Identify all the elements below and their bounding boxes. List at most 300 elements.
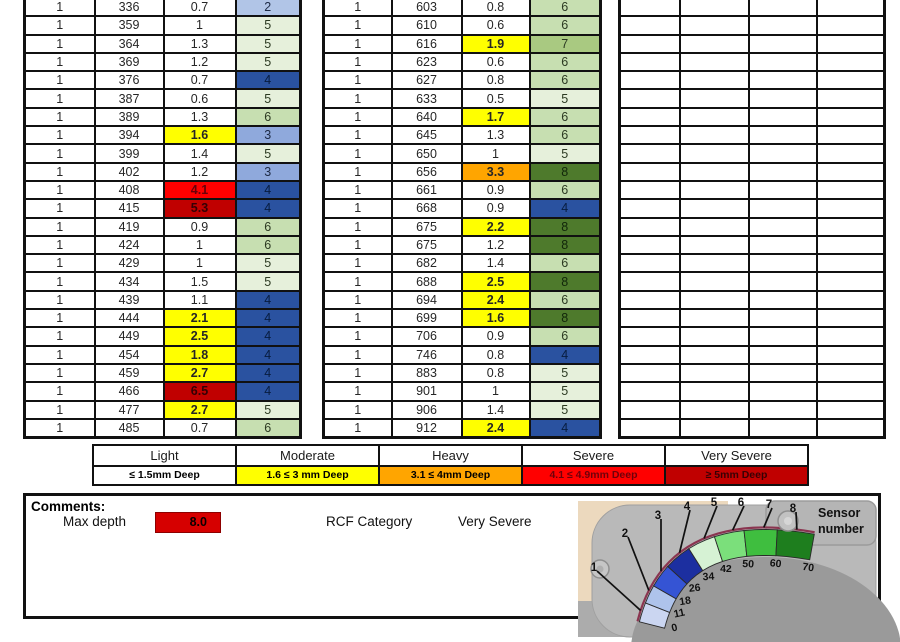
depth-cell[interactable]: 1.6 [462, 309, 530, 327]
pass-cell[interactable]: 1 [324, 382, 392, 400]
pass-cell[interactable]: 1 [25, 236, 95, 254]
depth-cell[interactable]: 0.8 [462, 71, 530, 89]
station-cell[interactable]: 419 [95, 218, 164, 236]
pass-cell[interactable]: 1 [25, 309, 95, 327]
depth-cell[interactable]: 0.7 [164, 0, 236, 16]
depth-cell[interactable]: 0.7 [164, 71, 236, 89]
station-cell[interactable] [680, 108, 749, 126]
depth-cell[interactable]: 1 [462, 144, 530, 162]
sensor-cell[interactable]: 6 [530, 291, 601, 309]
depth-cell[interactable]: 1 [164, 16, 236, 34]
sensor-cell[interactable]: 6 [236, 236, 301, 254]
sensor-cell[interactable] [817, 309, 885, 327]
sensor-cell[interactable]: 6 [530, 53, 601, 71]
station-cell[interactable]: 364 [95, 35, 164, 53]
pass-cell[interactable] [620, 144, 680, 162]
depth-cell[interactable]: 0.6 [462, 16, 530, 34]
station-cell[interactable]: 610 [392, 16, 462, 34]
pass-cell[interactable]: 1 [25, 272, 95, 290]
depth-cell[interactable]: 1.2 [164, 53, 236, 71]
depth-cell[interactable]: 1.6 [164, 126, 236, 144]
depth-cell[interactable]: 1 [164, 254, 236, 272]
pass-cell[interactable] [620, 0, 680, 16]
sensor-cell[interactable] [817, 53, 885, 71]
depth-cell[interactable]: 1.5 [164, 272, 236, 290]
station-cell[interactable]: 627 [392, 71, 462, 89]
station-cell[interactable]: 901 [392, 382, 462, 400]
station-cell[interactable] [680, 35, 749, 53]
station-cell[interactable]: 656 [392, 163, 462, 181]
pass-cell[interactable] [620, 309, 680, 327]
depth-cell[interactable]: 4.1 [164, 181, 236, 199]
station-cell[interactable]: 706 [392, 327, 462, 345]
depth-cell[interactable] [749, 144, 817, 162]
station-cell[interactable]: 454 [95, 346, 164, 364]
sensor-cell[interactable]: 5 [236, 272, 301, 290]
pass-cell[interactable]: 1 [324, 53, 392, 71]
sensor-cell[interactable]: 4 [530, 346, 601, 364]
station-cell[interactable] [680, 71, 749, 89]
station-cell[interactable]: 444 [95, 309, 164, 327]
station-cell[interactable]: 485 [95, 419, 164, 438]
pass-cell[interactable]: 1 [324, 144, 392, 162]
pass-cell[interactable] [620, 16, 680, 34]
depth-cell[interactable] [749, 218, 817, 236]
station-cell[interactable]: 603 [392, 0, 462, 16]
sensor-cell[interactable]: 4 [236, 309, 301, 327]
pass-cell[interactable]: 1 [25, 108, 95, 126]
station-cell[interactable]: 336 [95, 0, 164, 16]
sensor-cell[interactable]: 4 [236, 291, 301, 309]
legend-range-cell[interactable]: ≥ 5mm Deep [666, 467, 807, 484]
station-cell[interactable] [680, 401, 749, 419]
station-cell[interactable] [680, 218, 749, 236]
station-cell[interactable]: 883 [392, 364, 462, 382]
station-cell[interactable]: 402 [95, 163, 164, 181]
depth-cell[interactable]: 0.8 [462, 364, 530, 382]
sensor-cell[interactable] [817, 236, 885, 254]
sensor-cell[interactable] [817, 126, 885, 144]
pass-cell[interactable]: 1 [25, 327, 95, 345]
pass-cell[interactable]: 1 [25, 419, 95, 438]
depth-cell[interactable] [749, 108, 817, 126]
station-cell[interactable] [680, 236, 749, 254]
depth-cell[interactable] [749, 346, 817, 364]
sensor-cell[interactable]: 4 [236, 181, 301, 199]
pass-cell[interactable]: 1 [324, 0, 392, 16]
sensor-cell[interactable]: 6 [236, 419, 301, 438]
station-cell[interactable] [680, 327, 749, 345]
depth-cell[interactable]: 2.7 [164, 401, 236, 419]
station-cell[interactable]: 389 [95, 108, 164, 126]
depth-cell[interactable] [749, 181, 817, 199]
depth-cell[interactable]: 2.1 [164, 309, 236, 327]
sensor-cell[interactable]: 6 [530, 126, 601, 144]
pass-cell[interactable] [620, 419, 680, 438]
station-cell[interactable] [680, 144, 749, 162]
pass-cell[interactable] [620, 53, 680, 71]
station-cell[interactable]: 633 [392, 89, 462, 107]
pass-cell[interactable]: 1 [324, 254, 392, 272]
legend-category-label[interactable]: Light [94, 446, 235, 467]
station-cell[interactable] [680, 272, 749, 290]
depth-cell[interactable]: 0.6 [462, 53, 530, 71]
sensor-cell[interactable]: 8 [530, 163, 601, 181]
pass-cell[interactable]: 1 [25, 16, 95, 34]
sensor-cell[interactable]: 5 [236, 53, 301, 71]
pass-cell[interactable] [620, 401, 680, 419]
sensor-cell[interactable]: 4 [236, 364, 301, 382]
sensor-cell[interactable]: 5 [236, 16, 301, 34]
pass-cell[interactable]: 1 [25, 346, 95, 364]
sensor-cell[interactable]: 5 [236, 144, 301, 162]
sensor-cell[interactable] [817, 218, 885, 236]
legend-range-cell[interactable]: 1.6 ≤ 3 mm Deep [237, 467, 378, 484]
sensor-cell[interactable] [817, 346, 885, 364]
pass-cell[interactable]: 1 [324, 401, 392, 419]
sensor-cell[interactable] [817, 199, 885, 217]
depth-cell[interactable] [749, 199, 817, 217]
sensor-cell[interactable]: 5 [236, 254, 301, 272]
pass-cell[interactable]: 1 [324, 126, 392, 144]
sensor-cell[interactable]: 5 [530, 401, 601, 419]
depth-cell[interactable]: 2.2 [462, 218, 530, 236]
sensor-cell[interactable]: 6 [236, 108, 301, 126]
station-cell[interactable]: 434 [95, 272, 164, 290]
depth-cell[interactable] [749, 309, 817, 327]
station-cell[interactable]: 675 [392, 236, 462, 254]
sensor-cell[interactable]: 5 [236, 35, 301, 53]
depth-cell[interactable]: 0.5 [462, 89, 530, 107]
legend-range-cell[interactable]: 4.1 ≤ 4.9mm Deep [523, 467, 664, 484]
station-cell[interactable] [680, 0, 749, 16]
station-cell[interactable] [680, 16, 749, 34]
sensor-cell[interactable]: 5 [530, 89, 601, 107]
station-cell[interactable]: 394 [95, 126, 164, 144]
station-cell[interactable]: 661 [392, 181, 462, 199]
depth-cell[interactable]: 0.9 [462, 327, 530, 345]
pass-cell[interactable] [620, 181, 680, 199]
pass-cell[interactable]: 1 [324, 181, 392, 199]
depth-cell[interactable]: 1.2 [164, 163, 236, 181]
sensor-cell[interactable]: 6 [530, 0, 601, 16]
sensor-cell[interactable]: 6 [530, 71, 601, 89]
station-cell[interactable] [680, 181, 749, 199]
station-cell[interactable] [680, 382, 749, 400]
pass-cell[interactable]: 1 [25, 364, 95, 382]
sensor-cell[interactable] [817, 254, 885, 272]
pass-cell[interactable]: 1 [324, 327, 392, 345]
pass-cell[interactable]: 1 [324, 236, 392, 254]
pass-cell[interactable]: 1 [25, 53, 95, 71]
depth-cell[interactable] [749, 364, 817, 382]
pass-cell[interactable] [620, 346, 680, 364]
station-cell[interactable] [680, 163, 749, 181]
pass-cell[interactable] [620, 199, 680, 217]
pass-cell[interactable] [620, 364, 680, 382]
sensor-cell[interactable] [817, 71, 885, 89]
depth-cell[interactable]: 0.8 [462, 0, 530, 16]
legend-category-label[interactable]: Severe [523, 446, 664, 467]
pass-cell[interactable]: 1 [25, 254, 95, 272]
rcf-category-value[interactable]: Very Severe [458, 514, 532, 529]
station-cell[interactable]: 466 [95, 382, 164, 400]
pass-cell[interactable]: 1 [324, 364, 392, 382]
pass-cell[interactable]: 1 [324, 71, 392, 89]
pass-cell[interactable]: 1 [324, 163, 392, 181]
legend-category-label[interactable]: Heavy [380, 446, 521, 467]
legend-range-cell[interactable]: 3.1 ≤ 4mm Deep [380, 467, 521, 484]
station-cell[interactable]: 449 [95, 327, 164, 345]
sensor-cell[interactable]: 4 [236, 382, 301, 400]
sensor-cell[interactable]: 4 [236, 199, 301, 217]
pass-cell[interactable] [620, 89, 680, 107]
pass-cell[interactable] [620, 382, 680, 400]
sensor-cell[interactable]: 6 [530, 108, 601, 126]
legend-category-label[interactable]: Moderate [237, 446, 378, 467]
pass-cell[interactable] [620, 71, 680, 89]
pass-cell[interactable] [620, 327, 680, 345]
pass-cell[interactable]: 1 [25, 89, 95, 107]
sensor-cell[interactable]: 6 [530, 16, 601, 34]
station-cell[interactable] [680, 364, 749, 382]
legend-range-cell[interactable]: ≤ 1.5mm Deep [94, 467, 235, 484]
pass-cell[interactable] [620, 236, 680, 254]
pass-cell[interactable] [620, 291, 680, 309]
depth-cell[interactable]: 2.4 [462, 419, 530, 438]
station-cell[interactable]: 359 [95, 16, 164, 34]
depth-cell[interactable]: 1.8 [164, 346, 236, 364]
max-depth-value-cell[interactable]: 8.0 [155, 512, 221, 533]
station-cell[interactable]: 459 [95, 364, 164, 382]
station-cell[interactable]: 906 [392, 401, 462, 419]
sensor-cell[interactable] [817, 35, 885, 53]
sensor-cell[interactable]: 3 [236, 126, 301, 144]
depth-cell[interactable] [749, 35, 817, 53]
sensor-cell[interactable]: 5 [530, 382, 601, 400]
sensor-cell[interactable] [817, 382, 885, 400]
station-cell[interactable] [680, 419, 749, 438]
depth-cell[interactable]: 1.2 [462, 236, 530, 254]
sensor-cell[interactable] [817, 401, 885, 419]
depth-cell[interactable]: 1 [164, 236, 236, 254]
pass-cell[interactable] [620, 218, 680, 236]
depth-cell[interactable] [749, 126, 817, 144]
sensor-cell[interactable] [817, 0, 885, 16]
sensor-cell[interactable]: 8 [530, 236, 601, 254]
sensor-cell[interactable]: 2 [236, 0, 301, 16]
depth-cell[interactable]: 1.7 [462, 108, 530, 126]
pass-cell[interactable] [620, 254, 680, 272]
station-cell[interactable]: 912 [392, 419, 462, 438]
depth-cell[interactable] [749, 236, 817, 254]
sensor-cell[interactable]: 4 [236, 71, 301, 89]
pass-cell[interactable] [620, 108, 680, 126]
depth-cell[interactable] [749, 419, 817, 438]
depth-cell[interactable]: 2.5 [164, 327, 236, 345]
pass-cell[interactable] [620, 35, 680, 53]
pass-cell[interactable]: 1 [324, 218, 392, 236]
sensor-cell[interactable]: 7 [530, 35, 601, 53]
pass-cell[interactable] [620, 272, 680, 290]
sensor-cell[interactable] [817, 419, 885, 438]
depth-cell[interactable]: 3.3 [462, 163, 530, 181]
depth-cell[interactable] [749, 254, 817, 272]
depth-cell[interactable]: 1.3 [164, 108, 236, 126]
sensor-cell[interactable]: 8 [530, 218, 601, 236]
pass-cell[interactable]: 1 [25, 291, 95, 309]
sensor-cell[interactable]: 5 [236, 401, 301, 419]
sensor-cell[interactable]: 4 [236, 327, 301, 345]
station-cell[interactable]: 668 [392, 199, 462, 217]
depth-cell[interactable] [749, 382, 817, 400]
pass-cell[interactable]: 1 [25, 382, 95, 400]
sensor-cell[interactable]: 6 [530, 327, 601, 345]
pass-cell[interactable] [620, 126, 680, 144]
pass-cell[interactable]: 1 [25, 144, 95, 162]
pass-cell[interactable]: 1 [324, 89, 392, 107]
depth-cell[interactable] [749, 16, 817, 34]
pass-cell[interactable]: 1 [25, 181, 95, 199]
legend-category-label[interactable]: Very Severe [666, 446, 807, 467]
pass-cell[interactable]: 1 [324, 16, 392, 34]
depth-cell[interactable]: 1.4 [164, 144, 236, 162]
station-cell[interactable]: 439 [95, 291, 164, 309]
station-cell[interactable]: 369 [95, 53, 164, 71]
pass-cell[interactable]: 1 [25, 71, 95, 89]
depth-cell[interactable]: 1.4 [462, 254, 530, 272]
station-cell[interactable]: 424 [95, 236, 164, 254]
depth-cell[interactable]: 1 [462, 382, 530, 400]
station-cell[interactable]: 623 [392, 53, 462, 71]
station-cell[interactable]: 682 [392, 254, 462, 272]
depth-cell[interactable]: 1.9 [462, 35, 530, 53]
pass-cell[interactable]: 1 [324, 346, 392, 364]
pass-cell[interactable]: 1 [324, 309, 392, 327]
station-cell[interactable]: 688 [392, 272, 462, 290]
depth-cell[interactable] [749, 401, 817, 419]
sensor-cell[interactable] [817, 291, 885, 309]
depth-cell[interactable] [749, 89, 817, 107]
sensor-cell[interactable]: 6 [530, 254, 601, 272]
sensor-cell[interactable]: 8 [530, 272, 601, 290]
pass-cell[interactable]: 1 [324, 108, 392, 126]
pass-cell[interactable]: 1 [25, 35, 95, 53]
depth-cell[interactable] [749, 327, 817, 345]
pass-cell[interactable]: 1 [324, 272, 392, 290]
station-cell[interactable]: 640 [392, 108, 462, 126]
depth-cell[interactable] [749, 291, 817, 309]
sensor-cell[interactable] [817, 272, 885, 290]
sensor-cell[interactable]: 3 [236, 163, 301, 181]
station-cell[interactable] [680, 89, 749, 107]
station-cell[interactable]: 694 [392, 291, 462, 309]
station-cell[interactable] [680, 126, 749, 144]
sensor-cell[interactable]: 5 [236, 89, 301, 107]
pass-cell[interactable]: 1 [25, 163, 95, 181]
pass-cell[interactable]: 1 [324, 35, 392, 53]
sensor-cell[interactable]: 8 [530, 309, 601, 327]
station-cell[interactable]: 399 [95, 144, 164, 162]
depth-cell[interactable]: 0.9 [462, 199, 530, 217]
depth-cell[interactable]: 0.9 [164, 218, 236, 236]
sensor-cell[interactable] [817, 144, 885, 162]
station-cell[interactable]: 408 [95, 181, 164, 199]
station-cell[interactable] [680, 53, 749, 71]
station-cell[interactable] [680, 254, 749, 272]
depth-cell[interactable]: 5.3 [164, 199, 236, 217]
pass-cell[interactable]: 1 [324, 419, 392, 438]
sensor-cell[interactable] [817, 327, 885, 345]
station-cell[interactable]: 645 [392, 126, 462, 144]
depth-cell[interactable]: 0.7 [164, 419, 236, 438]
sensor-cell[interactable]: 5 [530, 364, 601, 382]
sensor-cell[interactable] [817, 16, 885, 34]
depth-cell[interactable] [749, 272, 817, 290]
sensor-cell[interactable]: 6 [236, 218, 301, 236]
pass-cell[interactable]: 1 [25, 401, 95, 419]
pass-cell[interactable]: 1 [25, 0, 95, 16]
depth-cell[interactable] [749, 53, 817, 71]
station-cell[interactable] [680, 291, 749, 309]
station-cell[interactable]: 675 [392, 218, 462, 236]
depth-cell[interactable]: 1.4 [462, 401, 530, 419]
station-cell[interactable]: 650 [392, 144, 462, 162]
pass-cell[interactable] [620, 163, 680, 181]
station-cell[interactable]: 429 [95, 254, 164, 272]
station-cell[interactable] [680, 199, 749, 217]
sensor-cell[interactable]: 4 [530, 419, 601, 438]
sensor-cell[interactable] [817, 108, 885, 126]
depth-cell[interactable]: 0.6 [164, 89, 236, 107]
depth-cell[interactable]: 2.4 [462, 291, 530, 309]
sensor-cell[interactable] [817, 364, 885, 382]
station-cell[interactable]: 616 [392, 35, 462, 53]
depth-cell[interactable]: 0.8 [462, 346, 530, 364]
pass-cell[interactable]: 1 [25, 126, 95, 144]
station-cell[interactable]: 746 [392, 346, 462, 364]
pass-cell[interactable]: 1 [324, 199, 392, 217]
pass-cell[interactable]: 1 [25, 199, 95, 217]
depth-cell[interactable]: 1.3 [164, 35, 236, 53]
sensor-cell[interactable] [817, 181, 885, 199]
depth-cell[interactable] [749, 0, 817, 16]
station-cell[interactable] [680, 309, 749, 327]
station-cell[interactable]: 387 [95, 89, 164, 107]
depth-cell[interactable] [749, 163, 817, 181]
depth-cell[interactable]: 1.3 [462, 126, 530, 144]
depth-cell[interactable] [749, 71, 817, 89]
station-cell[interactable]: 376 [95, 71, 164, 89]
station-cell[interactable]: 699 [392, 309, 462, 327]
depth-cell[interactable]: 1.1 [164, 291, 236, 309]
depth-cell[interactable]: 0.9 [462, 181, 530, 199]
sensor-cell[interactable]: 4 [530, 199, 601, 217]
pass-cell[interactable]: 1 [324, 291, 392, 309]
sensor-cell[interactable]: 5 [530, 144, 601, 162]
sensor-cell[interactable] [817, 89, 885, 107]
station-cell[interactable] [680, 346, 749, 364]
pass-cell[interactable]: 1 [25, 218, 95, 236]
depth-cell[interactable]: 6.5 [164, 382, 236, 400]
sensor-cell[interactable]: 6 [530, 181, 601, 199]
station-cell[interactable]: 477 [95, 401, 164, 419]
depth-cell[interactable]: 2.7 [164, 364, 236, 382]
station-cell[interactable]: 415 [95, 199, 164, 217]
depth-cell[interactable]: 2.5 [462, 272, 530, 290]
sensor-cell[interactable]: 4 [236, 346, 301, 364]
sensor-cell[interactable] [817, 163, 885, 181]
